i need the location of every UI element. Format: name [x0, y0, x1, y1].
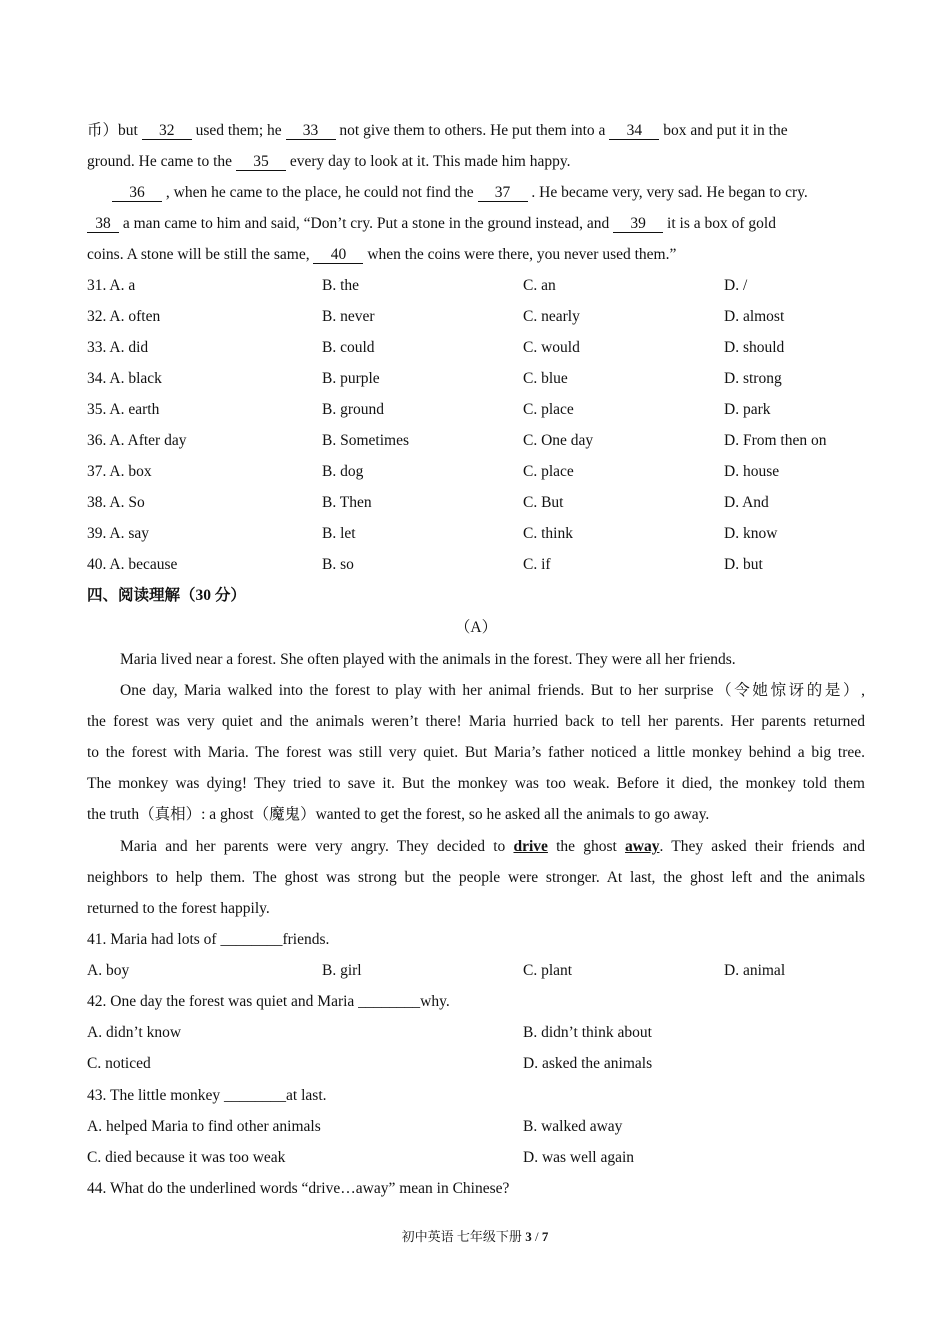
- question-43-c: C. died because it was too weak: [87, 1149, 286, 1166]
- question-33-a: 33. A. did: [87, 339, 149, 356]
- blank-40: 40: [313, 246, 363, 264]
- question-43-d: D. was well again: [523, 1149, 635, 1166]
- passage-p2-line-5: the truth（真相）: a ghost（魔鬼）wanted to get the forest, so he asked all the animals to go away.: [87, 806, 710, 823]
- question-40-d: D. but: [724, 556, 763, 573]
- question-34-c: C. blue: [523, 370, 568, 387]
- text: ground. He came to the: [87, 153, 236, 170]
- question-41-c: C. plant: [523, 962, 573, 979]
- passage-p2-line-4: The monkey was dying! They tried to save it. But the monkey was too weak. Before it died, the monkey told them: [87, 775, 865, 792]
- passage-p2-line-1: One day, Maria walked into the forest to play with her animal friends. But to her surprise（令她惊讶的是）,: [120, 682, 865, 699]
- question-32-b: B. never: [322, 308, 375, 325]
- passage-paragraph-1: Maria lived near a forest. She often played with the animals in the forest. They were all her friends.: [120, 651, 736, 668]
- question-38-d: D. And: [724, 494, 769, 511]
- section-heading: 四、阅读理解（30 分）: [87, 587, 246, 604]
- question-37-a: 37. A. box: [87, 463, 152, 480]
- text: the ghost: [547, 838, 626, 855]
- cloze-line-1: [87, 121, 865, 141]
- passage-label: （A）: [454, 619, 498, 636]
- question-42-d: D. asked the animals: [523, 1055, 653, 1072]
- question-40-c: C. if: [523, 556, 551, 573]
- question-42-b: B. didn’t think about: [523, 1024, 652, 1041]
- question-34-b: B. purple: [322, 370, 380, 387]
- question-39-c: C. think: [523, 525, 573, 542]
- blank-32: 32: [142, 122, 192, 140]
- question-38-c: C. But: [523, 494, 564, 511]
- question-42-c: C. noticed: [87, 1055, 151, 1072]
- page-current: 3: [525, 1229, 532, 1244]
- question-31-c: C. an: [523, 277, 556, 294]
- question-42-stem: 42. One day the forest was quiet and Maria ________why.: [87, 993, 450, 1010]
- question-43-stem: 43. The little monkey ________at last.: [87, 1087, 327, 1104]
- question-37-b: B. dog: [322, 463, 364, 480]
- question-43-a: A. helped Maria to find other animals: [87, 1118, 321, 1135]
- question-40-a: 40. A. because: [87, 556, 178, 573]
- cloze-line-4: [87, 214, 865, 234]
- question-36-a: 36. A. After day: [87, 432, 187, 449]
- blank-35: 35: [236, 153, 286, 171]
- question-36-d: D. From then on: [724, 432, 827, 449]
- question-31-b: B. the: [322, 277, 360, 294]
- text: . He became very, very sad. He began to cry.: [527, 184, 808, 201]
- question-32-d: D. almost: [724, 308, 785, 325]
- question-35-c: C. place: [523, 401, 574, 418]
- question-37-d: D. house: [724, 463, 780, 480]
- question-35-b: B. ground: [322, 401, 384, 418]
- question-36-b: B. Sometimes: [322, 432, 409, 449]
- text: 币）but: [87, 122, 142, 139]
- page-footer: [0, 1228, 950, 1246]
- text: Maria and her parents were very angry. They decided to: [120, 838, 514, 855]
- text: it is a box of gold: [663, 215, 776, 232]
- blank-38: 38: [87, 215, 119, 233]
- passage-p3-line-2: neighbors to help them. The ghost was strong but the people were stronger. At last, the ghost left and the animals: [87, 869, 865, 886]
- page-total: 7: [541, 1229, 549, 1244]
- cloze-line-5: [87, 245, 865, 265]
- question-41-d: D. animal: [724, 962, 786, 979]
- text: not give them to others. He put them into a: [335, 122, 610, 139]
- text: . They asked their friends and: [659, 838, 865, 855]
- underlined-drive: drive: [513, 838, 548, 855]
- text: a man came to him and said, “Don’t cry. Put a stone in the ground instead, and: [119, 215, 614, 232]
- text: , when he came to the place, he could not find the: [162, 184, 478, 201]
- question-37-c: C. place: [523, 463, 574, 480]
- question-38-a: 38. A. So: [87, 494, 145, 511]
- question-34-d: D. strong: [724, 370, 782, 387]
- question-33-d: D. should: [724, 339, 785, 356]
- text: when the coins were there, you never used them.”: [363, 246, 677, 263]
- cloze-line-2: [87, 152, 865, 172]
- question-42-a: A. didn’t know: [87, 1024, 182, 1041]
- question-33-b: B. could: [322, 339, 375, 356]
- question-43-b: B. walked away: [523, 1118, 623, 1135]
- question-32-a: 32. A. often: [87, 308, 161, 325]
- text: box and put it in the: [659, 122, 788, 139]
- passage-p3-line-3: returned to the forest happily.: [87, 900, 270, 917]
- question-39-b: B. let: [322, 525, 356, 542]
- question-34-a: 34. A. black: [87, 370, 162, 387]
- question-35-d: D. park: [724, 401, 771, 418]
- footer-subject: 初中英语 七年级下册: [401, 1229, 526, 1244]
- passage-p2-line-3: to the forest with Maria. The forest was still very quiet. But Maria’s father noticed a little monkey behind a big tree.: [87, 744, 865, 761]
- blank-36: 36: [112, 184, 162, 202]
- blank-37: 37: [478, 184, 528, 202]
- blank-33: 33: [286, 122, 336, 140]
- question-39-d: D. know: [724, 525, 778, 542]
- text: coins. A stone will be still the same,: [87, 246, 314, 263]
- page-separator: /: [531, 1229, 542, 1244]
- question-31-d: D. /: [724, 277, 748, 294]
- passage-p3-line-1: [120, 837, 865, 857]
- question-33-c: C. would: [523, 339, 580, 356]
- question-36-c: C. One day: [523, 432, 594, 449]
- blank-34: 34: [609, 122, 659, 140]
- text: used them; he: [191, 122, 286, 139]
- question-40-b: B. so: [322, 556, 354, 573]
- question-31-a: 31. A. a: [87, 277, 136, 294]
- question-39-a: 39. A. say: [87, 525, 150, 542]
- underlined-away: away: [625, 838, 660, 855]
- question-41-a: A. boy: [87, 962, 130, 979]
- question-35-a: 35. A. earth: [87, 401, 160, 418]
- question-41-stem: 41. Maria had lots of ________friends.: [87, 931, 330, 948]
- blank-39: 39: [613, 215, 663, 233]
- passage-p2-line-2: the forest was very quiet and the animals weren’t there! Maria hurried back to tell her parents. Her parents returned: [87, 713, 865, 730]
- question-32-c: C. nearly: [523, 308, 580, 325]
- question-44-stem: 44. What do the underlined words “drive…away” mean in Chinese?: [87, 1180, 510, 1197]
- question-41-b: B. girl: [322, 962, 362, 979]
- cloze-line-3: [112, 183, 865, 203]
- text: every day to look at it. This made him happy.: [285, 153, 571, 170]
- question-38-b: B. Then: [322, 494, 372, 511]
